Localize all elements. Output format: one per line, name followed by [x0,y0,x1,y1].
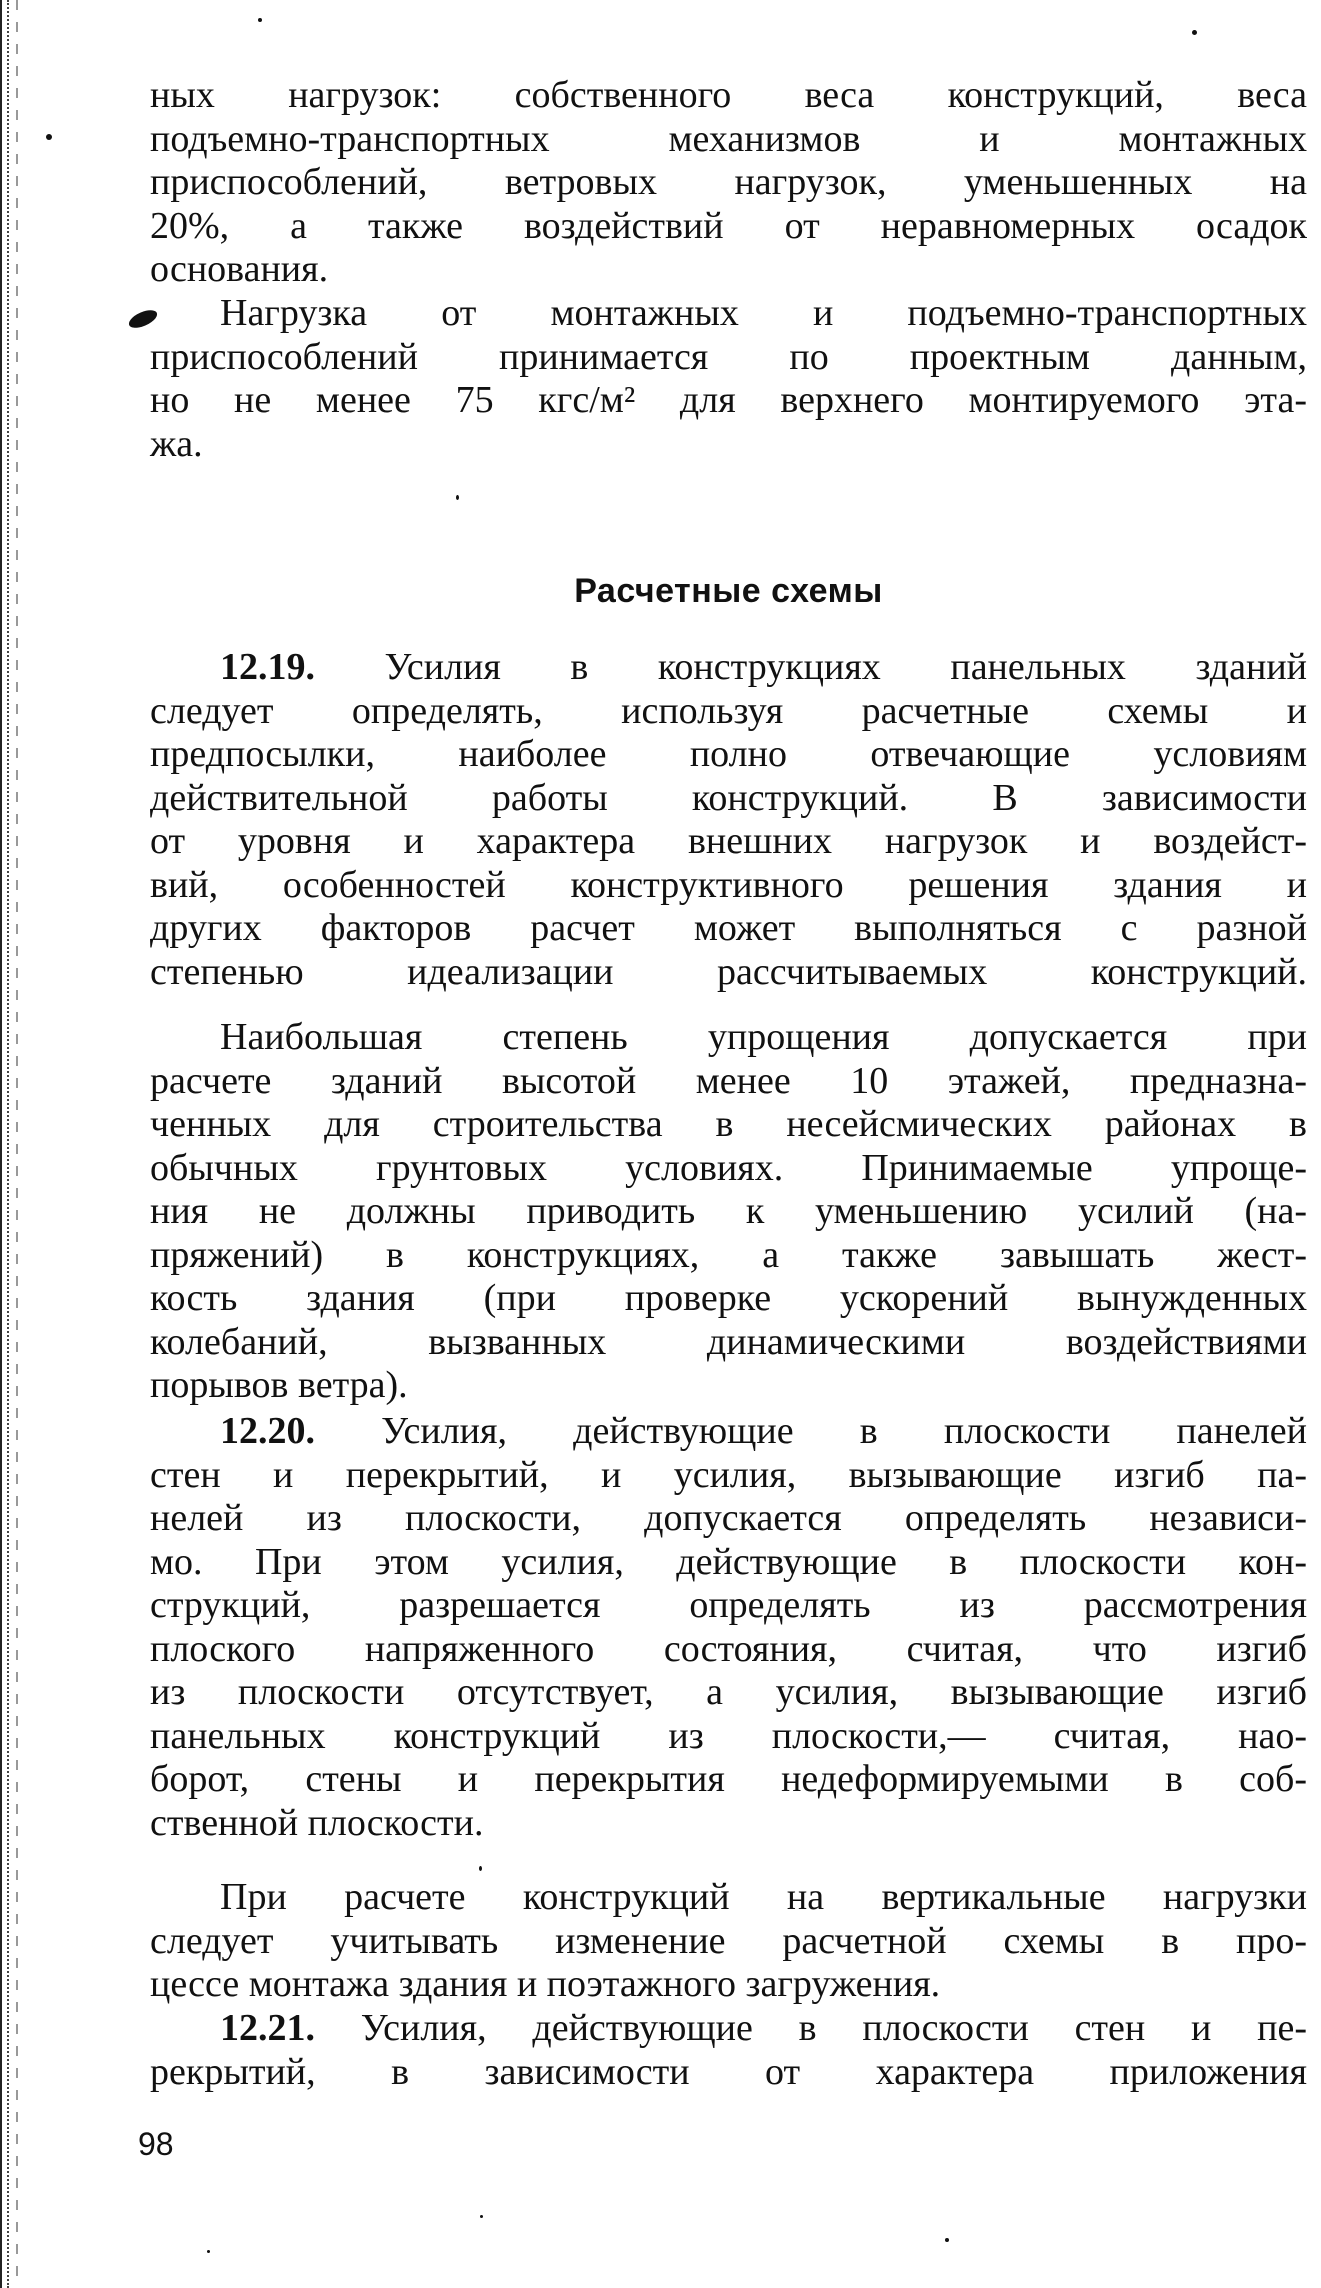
paragraph-simplification [150,1016,1307,1408]
text-line-body: Усилия, действующие в плоскости панелей [381,1410,1308,1452]
text-line: 20%, а также воздействий от неравномерных осадок [150,204,1307,247]
text-line: цессе монтажа здания и поэтажного загружения. [150,1963,941,2005]
text-line: рекрытий, в зависимости от характера приложения [150,2050,1307,2093]
text-line [150,1410,1307,1454]
text-line: других факторов расчет может выполняться с разной [150,907,1307,949]
text-line: колебаний, вызванных динамическими воздействиями [150,1320,1307,1363]
text-line: плоского напряженного состояния, считая, что изгиб [150,1627,1307,1670]
text-line: мо. При этом усилия, действующие в плоскости кон- [150,1540,1307,1583]
paragraph-12-21 [150,2007,1307,2094]
text-line: жа. [150,422,203,465]
text-line: Нагрузка от монтажных и подъемно-транспортных [220,292,1307,334]
text-line: основания. [150,248,329,290]
speck [207,2250,210,2253]
paragraph-continuation [150,74,1307,292]
text-line: приспособлений, ветровых нагрузок, уменьшенных на [150,161,1307,203]
speck [479,1866,482,1871]
speck [1192,30,1197,35]
clause-number: 12.19. [220,646,315,688]
text-line: ченных для строительства в несейсмических районах в [150,1103,1307,1145]
text-line: следует учитывать изменение расчетной схемы в про- [150,1919,1307,1962]
text-line: обычных грунтовых условиях. Принимаемые упроще- [150,1146,1307,1189]
text-line: следует определять, используя расчетные схемы и [150,689,1307,732]
paragraph-vertical-loads [150,1876,1307,2007]
scan-edge [0,0,9,2288]
text-line: ных нагрузок: собственного веса конструкций, веса [150,74,1307,116]
text-line: от уровня и характера внешних нагрузок и воздейст- [150,820,1307,862]
text-line: При расчете конструкций на вертикальные нагрузки [220,1876,1307,1918]
text-line: подъемно-транспортных механизмов и монтажных [150,117,1307,160]
text-line: приспособлений принимается по проектным данным, [150,335,1307,378]
text-line: степенью идеализации рассчитываемых конструкций. [150,950,1307,993]
text-line: стен и перекрытий, и усилия, вызывающие изгиб па- [150,1453,1307,1496]
speck [456,495,459,500]
text-line: из плоскости отсутствует, а усилия, вызывающие изгиб [150,1671,1307,1713]
speck [258,18,262,22]
text-line: вий, особенностей конструктивного решения здания и [150,863,1307,906]
text-line: борот, стены и перекрытия недеформируемыми в соб- [150,1758,1307,1800]
paragraph-12-19 [150,646,1307,994]
paragraph-12-20 [150,1410,1307,1845]
text-line: ния не должны приводить к уменьшению усилий (на- [150,1190,1307,1232]
text-line: пряжений) в конструкциях, а также завышать жест- [150,1233,1307,1276]
text-line-body: Усилия, действующие в плоскости стен и пе- [360,2007,1307,2049]
speck [480,2215,483,2218]
text-line: струкций, разрешается определять из рассмотрения [150,1584,1307,1626]
text-line-body: Усилия в конструкциях панельных зданий [384,646,1307,688]
clause-number: 12.20. [220,1410,315,1452]
page-number: 98 [138,2126,174,2162]
scan-edge-dotted [16,0,18,2288]
text-line: расчете зданий высотой менее 10 этажей, предназна- [150,1059,1307,1102]
text-line: нелей из плоскости, допускается определять независи- [150,1497,1307,1539]
text-line: предпосылки, наиболее полно отвечающие условиям [150,733,1307,775]
speck [945,2238,949,2242]
text-line [150,2007,1307,2051]
text-line: кость здания (при проверке ускорений вынужденных [150,1277,1307,1319]
text-line: порывов ветра). [150,1364,408,1406]
section-heading: Расчетные схемы [574,572,883,610]
text-line [150,646,1307,690]
text-line: ственной плоскости. [150,1801,484,1844]
speck [46,134,52,140]
text-line: действительной работы конструкций. В зависимости [150,776,1307,819]
paragraph-load-note [150,292,1307,466]
text-line: Наибольшая степень упрощения допускается при [220,1016,1307,1058]
text-line: но не менее 75 кгс/м² для верхнего монтируемого эта- [150,379,1307,421]
text-line: панельных конструкций из плоскости,— считая, нао- [150,1714,1307,1757]
clause-number: 12.21. [220,2007,315,2049]
